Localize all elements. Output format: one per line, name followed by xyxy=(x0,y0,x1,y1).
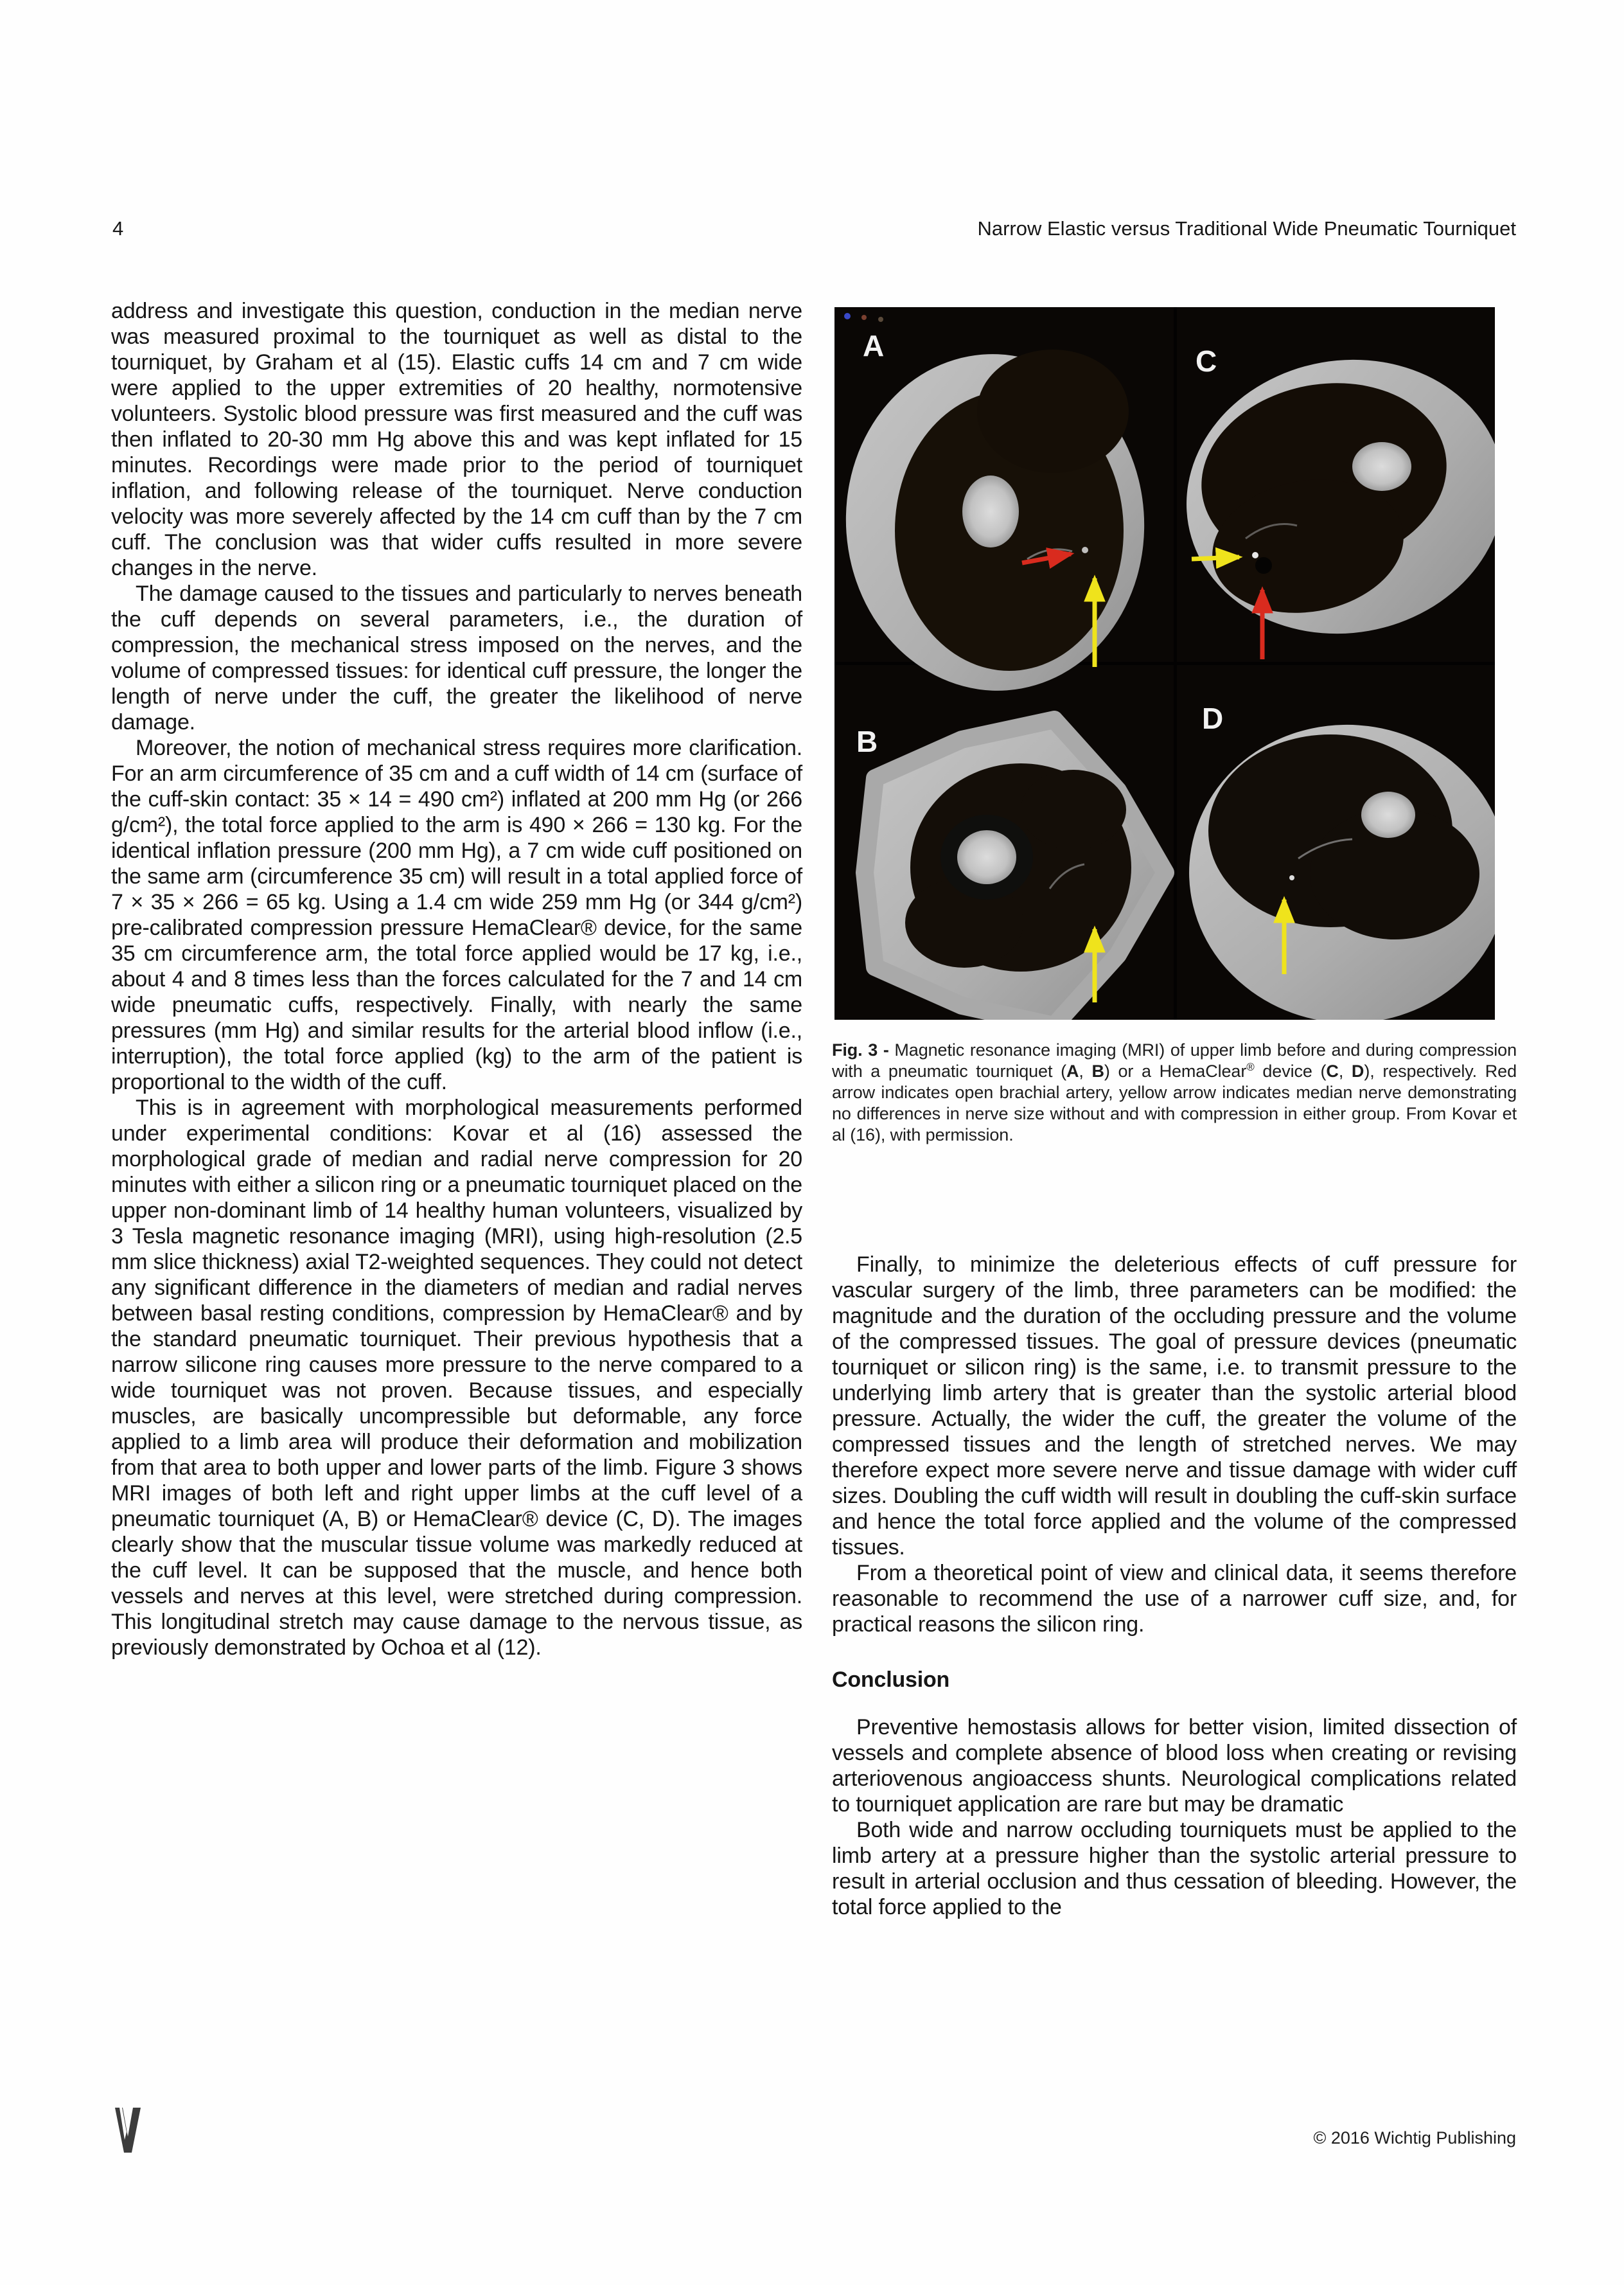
figure-caption-label: Fig. 3 - xyxy=(832,1040,889,1060)
panel-label-d: D xyxy=(1202,702,1224,735)
caption-text: , xyxy=(1079,1062,1092,1081)
caption-text: , xyxy=(1338,1062,1352,1081)
right-text-column xyxy=(832,1252,1517,1920)
left-text-column xyxy=(111,298,802,1660)
caption-bold: B xyxy=(1091,1062,1104,1081)
running-title: Narrow Elastic versus Traditional Wide Pneumatic Tourniquet xyxy=(977,217,1516,240)
nerve-speck xyxy=(1252,552,1258,558)
limb-muscle-lobe xyxy=(977,350,1129,473)
figure-3-mri-image xyxy=(834,307,1495,1020)
paragraph: address and investigate this question, conduction in the median nerve was measured proximal to the tourniquet as well as distal to the tourniquet, by Graham et al (15). Elastic cuffs 14 cm and 7 cm wide were applied to the upper extremities of 20 healthy, normotensive volunteers. Systolic blood pressure was first measured and the cuff was then inflated to 20-30 mm Hg above this and was kept inflated for 15 minutes. Recordings were made prior to the period of tourniquet inflation, and following release of the tourniquet. Nerve conduction velocity was more severely affected by the 14 cm cuff than by the 7 cm cuff. The conclusion was that wider cuffs resulted in more severe changes in the nerve. xyxy=(111,299,802,580)
caption-text: device ( xyxy=(1254,1062,1327,1081)
panel-label-c: C xyxy=(1196,344,1217,378)
artery-lumen xyxy=(1255,557,1272,574)
paragraph: Preventive hemostasis allows for better vision, limited dissection of vessels and complete absence of blood loss when creating or revising arteriovenous angioaccess shunts. Neurological complications related to tourniquet application are rare but may be dramatic xyxy=(832,1715,1517,1817)
caption-text: ), respectively. Red arrow indicates open brachial artery, yellow arrow indicates median nerve demonstrating no differences in nerve size without and with compression in either group. From Kovar et al (16), with permission. xyxy=(832,1062,1517,1144)
scanner-marker-dot xyxy=(844,313,851,319)
paragraph: This is in agreement with morphological measurements performed under experimental conditions: Kovar et al (16) assessed the morphological grade of median and radial nerve compression for 20 minutes with either a silicon ring or a pneumatic tourniquet placed on the upper non-dominant limb of 14 healthy human volunteers, visualized by 3 Tesla magnetic resonance imaging (MRI), using high-resolution (2.5 mm slice thickness) axial T2-weighted sequences. They could not detect any significant difference in the diameters of median and radial nerves between basal resting conditions, compression by HemaClear® and by the standard pneumatic tourniquet. Their previous hypothesis that a narrow silicone ring causes more pressure to the nerve compared to a wide tourniquet was not proven. Because tissues, and especially muscles, are basically uncompressible but deformable, any force applied to a limb area will produce their deformation and mobilization from that area to both upper and lower parts of the limb. Figure 3 shows MRI images of both left and right upper limbs at the cuff level of a pneumatic tourniquet (A, B) or HemaClear® device (C, D). The images clearly show that the muscular tissue volume was markedly reduced at the cuff level. It can be supposed that the muscle, and hence both vessels and nerves at this level, were stretched during compression. This longitudinal stretch may cause damage to the nervous tissue, as previously demonstrated by Ochoa et al (12). xyxy=(111,1096,802,1660)
wichtig-publisher-logo xyxy=(114,2106,142,2154)
caption-bold: C xyxy=(1326,1062,1339,1081)
bone-humerus xyxy=(962,476,1019,547)
caption-bold: A xyxy=(1066,1062,1079,1081)
nerve-speck xyxy=(1082,547,1088,553)
paragraph: Moreover, the notion of mechanical stress requires more clarification. For an arm circumference of 35 cm and a cuff width of 14 cm (surface of the cuff-skin contact: 35 × 14 = 490 cm²) inflated at 200 mm Hg (or 266 g/cm²), the total force applied to the arm is 490 × 266 = 130 kg. For the identical inflation pressure (200 mm Hg), a 7 cm wide cuff positioned on the same arm (circumference 35 cm) will result in a total applied force of 7 × 35 × 266 = 65 kg. Using a 1.4 cm wide 259 mm Hg (or 344 g/cm²) pre-calibrated compression pressure HemaClear® device, for the same 35 cm circumference arm, the total force applied would be 17 kg, i.e., about 4 and 8 times less than the forces calculated for the 7 and 14 cm wide pneumatic cuffs, respectively. Finally, with nearly the same pressures (mm Hg) and similar results for the arterial blood inflow (i.e., interruption), the total force applied (kg) to the arm of the patient is proportional to the width of the cuff. xyxy=(111,736,802,1094)
panel-label-a: A xyxy=(863,329,885,362)
caption-text: ) or a HemaClear xyxy=(1104,1062,1247,1081)
registered-mark: ® xyxy=(1246,1061,1255,1073)
bone-marrow xyxy=(957,830,1016,884)
panel-c-yellow-arrow xyxy=(1192,557,1239,559)
mri-four-panel-figure xyxy=(834,307,1495,1020)
page-number: 4 xyxy=(112,217,124,240)
caption-bold: D xyxy=(1351,1062,1364,1081)
conclusion-heading: Conclusion xyxy=(832,1667,950,1692)
caption-text: Magnetic resonance imaging (MRI) of upper limb before and during compression with a pneumatic tourniquet ( xyxy=(832,1040,1517,1081)
paragraph: From a theoretical point of view and clinical data, it seems therefore reasonable to recommend the use of a narrower cuff size, and, for practical reasons the silicon ring. xyxy=(832,1561,1517,1637)
nerve-speck xyxy=(1289,875,1294,880)
panel-label-b: B xyxy=(856,725,878,758)
paragraph: Finally, to minimize the deleterious effects of cuff pressure for vascular surgery of the limb, three parameters can be modified: the magnitude and the duration of the occluding pressure and the volume of the compressed tissues. The goal of pressure devices (pneumatic tourniquet or silicon ring) is the same, i.e. to transmit pressure to the underlying limb artery that is greater than the systolic arterial blood pressure. Actually, the wider the cuff, the greater the volume of the compressed tissues and the length of stretched nerves. We may therefore expect more severe nerve and tissue damage with wider cuff sizes. Doubling the cuff width will result in doubling the cuff-skin surface and hence the total force applied and the volume of the compressed tissues. xyxy=(832,1252,1517,1560)
paragraph: The damage caused to the tissues and particularly to nerves beneath the cuff depends on several parameters, i.e., the duration of compression, the mechanical stress imposed on the nerves, and the volume of compressed tissues: for identical cuff pressure, the longer the length of nerve under the cuff, the greater the likelihood of nerve damage. xyxy=(111,582,802,734)
paragraph: Both wide and narrow occluding tourniquets must be applied to the limb artery at a pressure higher than the systolic arterial pressure to result in arterial occlusion and thus cessation of bleeding. However, the total force applied to the xyxy=(832,1818,1517,1919)
bone-humerus xyxy=(1361,792,1415,838)
scanner-marker-dot xyxy=(861,315,867,320)
scanner-marker-dot xyxy=(878,317,883,322)
copyright-notice: © 2016 Wichtig Publishing xyxy=(1313,2128,1516,2147)
figure-caption xyxy=(832,1040,1517,1146)
limb-muscle-lobe xyxy=(1021,770,1126,849)
logo-w-glyph xyxy=(115,2108,141,2153)
bone-humerus xyxy=(1352,442,1411,491)
